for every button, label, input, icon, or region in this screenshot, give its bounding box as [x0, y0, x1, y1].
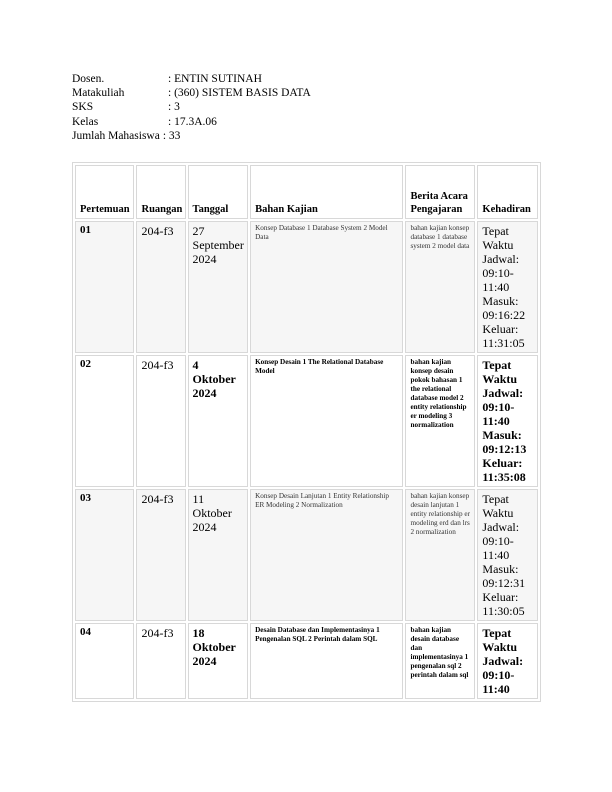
- cell-pertemuan: 01: [75, 221, 134, 353]
- table-row: [75, 489, 538, 621]
- header-berita-acara: Berita Acara Pengajaran: [405, 165, 475, 219]
- cell-bahan-kajian: Konsep Database 1 Database System 2 Model Data: [250, 221, 403, 353]
- jumlah-label: Jumlah Mahasiswa: [72, 129, 160, 142]
- cell-ruangan: 204-f3: [136, 623, 185, 699]
- table-row: [75, 221, 538, 353]
- course-info: [72, 72, 311, 143]
- cell-berita-acara: bahan kajian konsep database 1 database system 2 model data: [405, 221, 475, 353]
- info-row-kelas: [72, 115, 311, 129]
- table-row: [75, 355, 538, 487]
- info-row-sks: [72, 100, 311, 114]
- cell-bahan-kajian: Konsep Desain Lanjutan 1 Entity Relationship ER Modeling 2 Normalization: [250, 489, 403, 621]
- sks-label: SKS: [72, 101, 94, 114]
- info-row-dosen: [72, 72, 311, 86]
- cell-berita-acara: bahan kajian desain database dan implementasinya 1 pengenalan sql 2 perintah dalam sql: [405, 623, 475, 699]
- dosen-label: Dosen.: [72, 73, 105, 85]
- cell-tanggal: 27 September 2024: [188, 221, 249, 353]
- header-kehadiran: Kehadiran: [477, 165, 538, 219]
- cell-kehadiran: Tepat Waktu Jadwal: 09:10-11:40: [477, 623, 538, 699]
- cell-kehadiran: Tepat Waktu Jadwal: 09:10-11:40 Masuk: 09:16:22 Keluar: 11:31:05: [477, 221, 538, 353]
- cell-pertemuan: 02: [75, 355, 134, 487]
- matakuliah-value: : (360) SISTEM BASIS DATA: [168, 87, 311, 100]
- cell-kehadiran: Tepat Waktu Jadwal: 09:10-11:40 Masuk: 09:12:31 Keluar: 11:30:05: [477, 489, 538, 621]
- table-row: [75, 623, 538, 699]
- jumlah-value: : 33: [162, 129, 181, 142]
- header-tanggal: Tanggal: [188, 165, 249, 219]
- attendance-table: [72, 162, 541, 702]
- cell-tanggal: 4 Oktober 2024: [188, 355, 249, 487]
- cell-tanggal: 11 Oktober 2024: [188, 489, 249, 621]
- info-row-matakuliah: [72, 86, 311, 100]
- info-row-jumlah: [72, 129, 311, 143]
- sks-value: : 3: [168, 101, 180, 114]
- cell-berita-acara: bahan kajian konsep desain lanjutan 1 entity relationship er modeling erd dan lrs 2 normalization: [405, 489, 475, 621]
- header-pertemuan: Pertemuan: [75, 165, 134, 219]
- cell-kehadiran: Tepat Waktu Jadwal: 09:10-11:40 Masuk: 09:12:13 Keluar: 11:35:08: [477, 355, 538, 487]
- cell-bahan-kajian: Konsep Desain 1 The Relational Database Model: [250, 355, 403, 487]
- cell-ruangan: 204-f3: [136, 489, 185, 621]
- kelas-label: Kelas: [72, 115, 99, 128]
- cell-ruangan: 204-f3: [136, 221, 185, 353]
- cell-tanggal: 18 Oktober 2024: [188, 623, 249, 699]
- table-header-row: [75, 165, 538, 219]
- cell-pertemuan: 04: [75, 623, 134, 699]
- header-bahan-kajian: Bahan Kajian: [250, 165, 403, 219]
- cell-bahan-kajian: Desain Database dan Implementasinya 1 Pengenalan SQL 2 Perintah dalam SQL: [250, 623, 403, 699]
- dosen-value: : ENTIN SUTINAH: [168, 73, 262, 85]
- cell-pertemuan: 03: [75, 489, 134, 621]
- kelas-value: : 17.3A.06: [168, 115, 217, 128]
- header-ruangan: Ruangan: [136, 165, 185, 219]
- cell-ruangan: 204-f3: [136, 355, 185, 487]
- matakuliah-label: Matakuliah: [72, 87, 125, 100]
- cell-berita-acara: bahan kajian konsep desain pokok bahasan 1 the relational database model 2 entity relationship er modeling 3 normalization: [405, 355, 475, 487]
